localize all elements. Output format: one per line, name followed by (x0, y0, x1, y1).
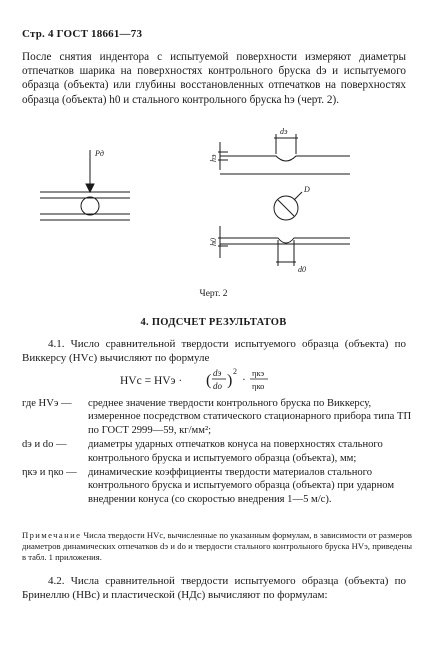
definition-item (22, 438, 412, 465)
label-d3: dэ (280, 127, 288, 136)
formula-frac-den: dо (213, 381, 222, 391)
definition-text: среднее значение твердости контрольного бруска по Виккерсу, измеренное посредством статического стационарного прибора типа ТП по ГОСТ 2999—59, кг/мм²; (88, 398, 412, 436)
section-title: 4. ПОДСЧЕТ РЕЗУЛЬТАТОВ (140, 317, 287, 328)
definition-text: динамические коэффициенты твердости материалов стального контрольного бруска и испытуемого образца (объекта) при ударном внедрении конуса (со скоростью внедрения 1—5 м/с). (88, 467, 395, 505)
note-block (22, 530, 412, 562)
formula-frac-num: dэ (213, 368, 222, 378)
vickers-formula (120, 366, 380, 394)
definition-item (22, 466, 412, 506)
label-pd: Pд (95, 149, 104, 158)
definition-term: ηкэ и ηко — (22, 467, 77, 479)
note-lead: Примечание (22, 530, 82, 540)
label-D: D (304, 185, 310, 194)
force-arrow-head (86, 184, 94, 192)
formula-ratio-den: ηко (252, 381, 265, 391)
note-text: Числа твердости HVс, вычисленные по указанным формулам, в зависимости от размеров диаметров динамических отпечатков dэ и dо и твердости стального контрольного бруска HVэ, приведены в табл. 1 приложения. (22, 530, 412, 562)
control-bar-profile (218, 134, 350, 174)
bar-surface-with-imprint (220, 156, 350, 161)
formula-exponent: 2 (233, 367, 237, 376)
formula-ratio-num: ηкэ (252, 368, 265, 378)
intro-paragraph: После снятия индентора с испытуемой поверхности измеряют диаметры отпечатков шарика на поверхностях контрольного бруска dэ и испытуемого образца (объекта) или глубины восстановленных отпечатков на поверхностях образца (объекта) h0 и стального контрольного бруска hэ (черт. 2). (22, 51, 406, 106)
definitions-list (22, 397, 412, 507)
figure-caption: Черт. 2 (199, 289, 228, 299)
label-d0: d0 (298, 265, 306, 274)
definition-term: dэ и dо — (22, 439, 67, 451)
loading-scheme (40, 150, 130, 220)
ball-diameter-line (278, 200, 294, 216)
formula-paren-right: ) (227, 372, 233, 389)
specimen-profile (218, 226, 350, 266)
figure-drawing-2 (40, 126, 400, 286)
indenter-ball (81, 197, 99, 215)
formula-dot: · (242, 374, 246, 386)
specimen-surface-with-imprint (220, 238, 350, 243)
label-h0: h0 (209, 238, 218, 246)
paragraph-4-1: 4.1. Число сравнительной твердости испытуемого образца (объекта) по Виккерсу (HVс) вычисляют по формуле (22, 338, 406, 365)
formula-paren-left: ( (206, 372, 212, 389)
definition-term: где HVэ — (22, 398, 72, 409)
paragraph-4-2: 4.2. Числа сравнительной твердости испытуемого образца (объекта) по Бринеллю (HBс) и пластической (НДс) вычисляют по формулам: (22, 575, 406, 602)
page-header: Стр. 4 ГОСТ 18661—73 (22, 28, 143, 40)
formula-lhs: HVс = HVэ · (120, 375, 183, 387)
label-h3: hэ (209, 154, 218, 162)
definition-item (22, 397, 412, 437)
ball-leader (294, 192, 302, 200)
ball-scheme (274, 192, 302, 220)
definition-text: диаметры ударных отпечатков конуса на поверхностях стального контрольного бруска и испытуемого образца (объекта), мм; (88, 439, 383, 464)
